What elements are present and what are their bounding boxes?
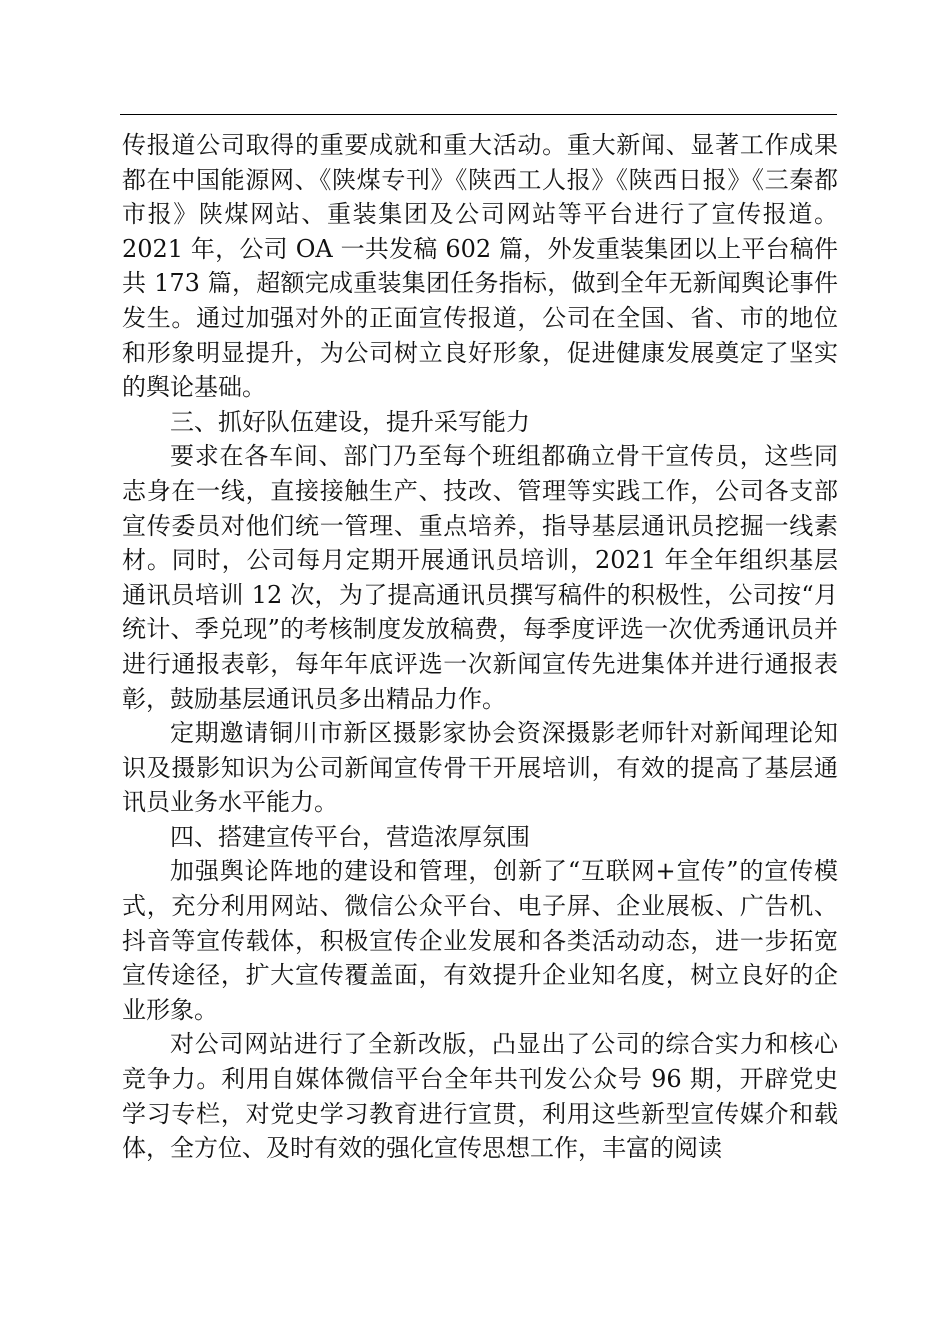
document-body bbox=[122, 128, 838, 1166]
paragraph: 定期邀请铜川市新区摄影家协会资深摄影老师针对新闻理论知识及摄影知识为公司新闻宣传骨干开展培训，有效的提高了基层通讯员业务水平能力。 bbox=[122, 719, 838, 817]
paragraph: 对公司网站进行了全新改版，凸显出了公司的综合实力和核心竞争力。利用自媒体微信平台全年共刊发公众号 96 期，开辟党史学习专栏，对党史学习教育进行宣贯，利用这些新型宣传媒介和载体，全方位、及时有效的强化宣传思想工作，丰富的阅读 bbox=[122, 1030, 838, 1163]
section-heading-3: 三、抓好队伍建设，提升采写能力 bbox=[170, 407, 530, 436]
paragraph-continued: 传报道公司取得的重要成就和重大活动。重大新闻、显著工作成果都在中国能源网、《陕煤专刊》《陕西工人报》《陕西日报》《三秦都市报》陕煤网站、重装集团及公司网站等平台进行了宣传报道。2021 年，公司 OA 一共发稿 602 篇，外发重装集团以上平台稿件共 173 篇，超额完成重装集团任务指标，做到全年无新闻舆论事件发生。通过加强对外的正面宣传报道，公司在全国、省、市的地位和形象明显提升，为公司树立良好形象，促进健康发展奠定了坚实的舆论基础。 bbox=[122, 131, 838, 402]
header-rule bbox=[120, 114, 837, 115]
paragraph: 要求在各车间、部门乃至每个班组都确立骨干宣传员，这些同志身在一线，直接接触生产、技改、管理等实践工作，公司各支部宣传委员对他们统一管理、重点培养，指导基层通讯员挖掘一线素材。同时，公司每月定期开展通讯员培训，2021 年全年组织基层通讯员培训 12 次，为了提高通讯员撰写稿件的积极性，公司按“月统计、季兑现”的考核制度发放稿费，每季度评选一次优秀通讯员并进行通报表彰，每年年底评选一次新闻宣传先进集体并进行通报表彰，鼓励基层通讯员多出精品力作。 bbox=[122, 442, 838, 713]
section-heading-4: 四、搭建宣传平台，营造浓厚氛围 bbox=[170, 822, 530, 851]
paragraph: 加强舆论阵地的建设和管理，创新了“互联网+宣传”的宣传模式，充分利用网站、微信公众平台、电子屏、企业展板、广告机、抖音等宣传载体，积极宣传企业发展和各类活动动态，进一步拓宽宣传途径，扩大宣传覆盖面，有效提升企业知名度，树立良好的企业形象。 bbox=[122, 857, 838, 1024]
